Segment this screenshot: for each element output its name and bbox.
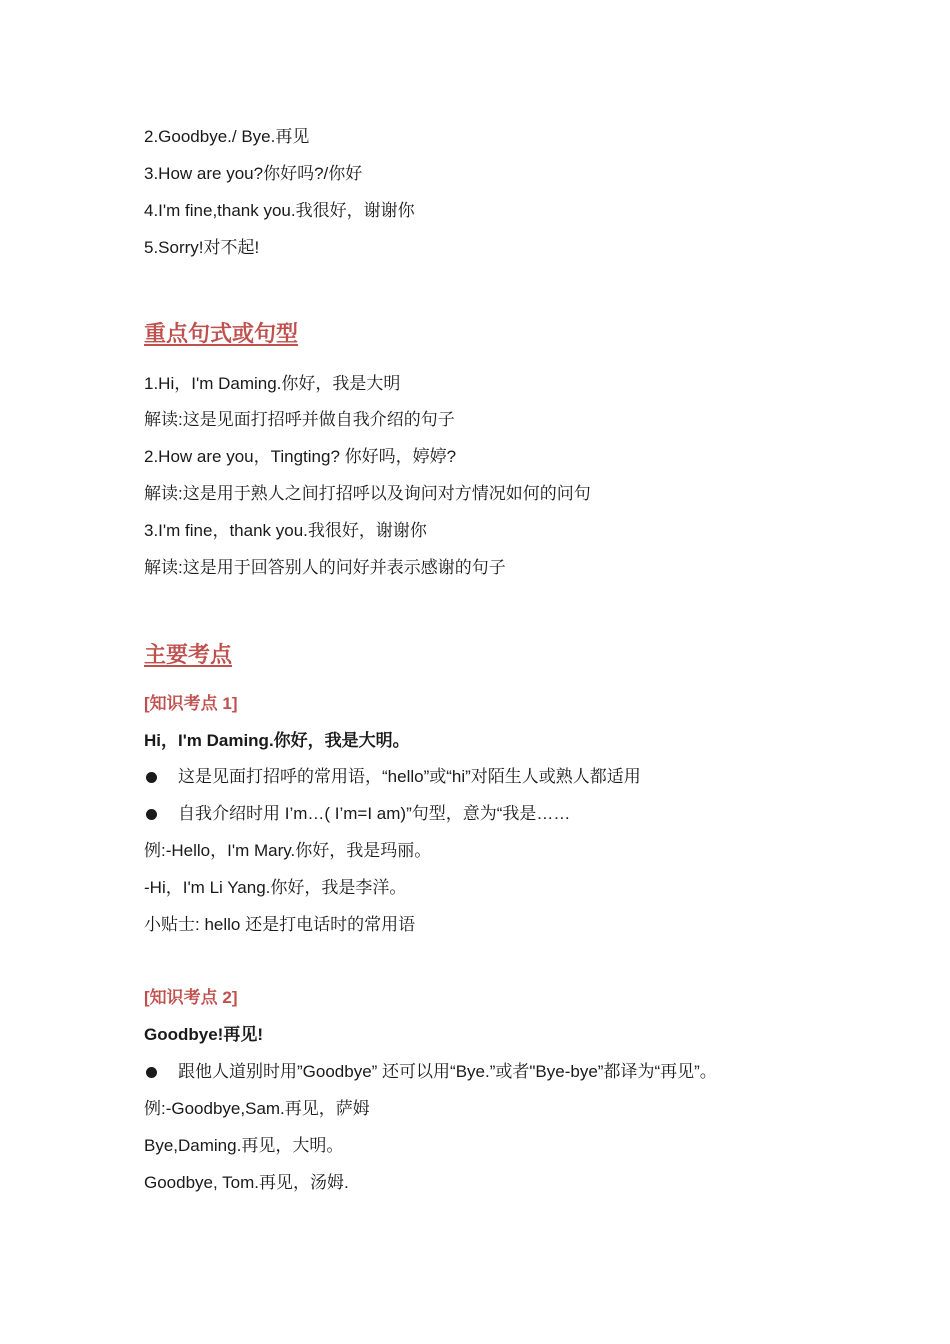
- bullet-icon: [146, 772, 157, 783]
- kp2-example-1: 例:-Goodbye,Sam.再见，萨姆: [144, 1099, 370, 1118]
- kp2-bullet-1-text: 跟他人道别时用”Goodbye” 还可以用“Bye.”或者"Bye-bye”都译为“再见”。: [178, 1062, 717, 1081]
- kp1-bullet-2: [144, 803, 570, 825]
- sentence-3-explanation: 解读:这是用于回答别人的问好并表示感谢的句子: [144, 558, 506, 577]
- kp2-label: [知识考点 2]: [144, 988, 238, 1007]
- kp1-tip: 小贴士: hello 还是打电话时的常用语: [144, 915, 416, 934]
- kp2-example-2: Bye,Daming.再见，大明。: [144, 1136, 344, 1155]
- sentence-2-explanation: 解读:这是用于熟人之间打招呼以及询问对方情况如何的问句: [144, 484, 591, 503]
- kp1-bullet-1-text: 这是见面打招呼的常用语，“hello”或“hi”对陌生人或熟人都适用: [178, 767, 641, 786]
- greeting-item-sorry: 5.Sorry!对不起!: [144, 238, 260, 257]
- greeting-item-im-fine: 4.I'm fine,thank you.我很好，谢谢你: [144, 201, 415, 220]
- greeting-item-goodbye: 2.Goodbye./ Bye.再见: [144, 127, 310, 146]
- kp1-example-2: -Hi，I'm Li Yang.你好，我是李洋。: [144, 878, 407, 897]
- sentence-1: 1.Hi，I'm Daming.你好，我是大明: [144, 374, 401, 393]
- sentences-heading: 重点句式或句型: [144, 321, 299, 346]
- kp1-bullet-1: [144, 766, 641, 788]
- kp1-title: Hi，I'm Daming.你好，我是大明。: [144, 731, 410, 750]
- keypoints-heading: 主要考点: [144, 642, 233, 667]
- kp2-bullet-1: [144, 1061, 717, 1083]
- kp1-label: [知识考点 1]: [144, 694, 238, 713]
- sentence-2: 2.How are you，Tingting? 你好吗，婷婷?: [144, 447, 457, 466]
- sentence-3: 3.I'm fine，thank you.我很好，谢谢你: [144, 521, 427, 540]
- kp1-example-1: 例:-Hello，I'm Mary.你好，我是玛丽。: [144, 841, 432, 860]
- kp2-example-3: Goodbye, Tom.再见，汤姆.: [144, 1173, 349, 1192]
- kp1-bullet-2-text: 自我介绍时用 I’m…( I’m=I am)”句型，意为“我是……: [178, 804, 571, 823]
- sentence-1-explanation: 解读:这是见面打招呼并做自我介绍的句子: [144, 410, 455, 429]
- kp2-title: Goodbye!再见!: [144, 1025, 263, 1044]
- bullet-icon: [146, 809, 157, 820]
- bullet-icon: [146, 1067, 157, 1078]
- greeting-item-how-are-you: 3.How are you?你好吗?/你好: [144, 164, 363, 183]
